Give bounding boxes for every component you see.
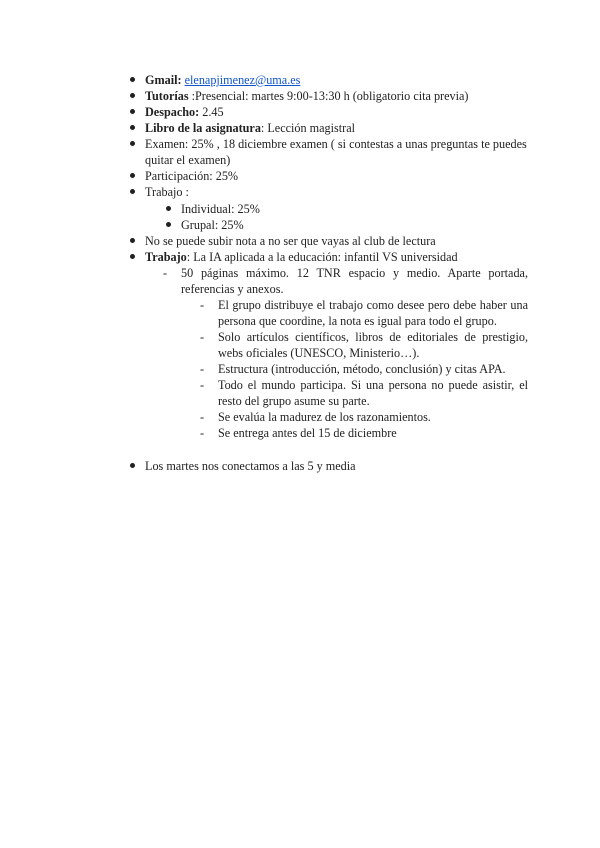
trabajo-ia-label: Trabajo	[145, 250, 187, 264]
regla-text: Se entrega antes del 15 de diciembre	[218, 426, 397, 440]
list-item-examen	[0, 136, 600, 168]
participacion-text: Participación: 25%	[145, 169, 239, 183]
libro-label: Libro de la asignatura	[145, 121, 261, 135]
bullet-icon	[127, 233, 137, 249]
dash-icon: -	[200, 330, 205, 344]
bullet-icon	[127, 184, 137, 200]
libro-value: : Lección magistral	[260, 121, 356, 135]
list-item-trabajo-ia	[0, 249, 600, 265]
despacho-value: 2.45	[199, 105, 224, 119]
dash-item-regla	[0, 425, 600, 441]
list-item-gmail	[0, 72, 600, 88]
trabajo-text: Trabajo :	[145, 185, 189, 199]
dash-icon: -	[200, 410, 205, 424]
bullet-icon	[163, 201, 173, 217]
regla-text: Se evalúa la madurez de los razonamientos.	[218, 410, 431, 424]
dash-icon: -	[200, 298, 205, 312]
bullet-icon	[127, 168, 137, 184]
list-item-trabajo	[0, 184, 600, 200]
dash-item-paginas	[0, 265, 600, 297]
bullet-icon	[127, 458, 137, 474]
list-item-participacion	[0, 168, 600, 184]
tutorias-label: Tutorías	[145, 89, 189, 103]
list-item-subir-nota	[0, 233, 600, 249]
despacho-label: Despacho:	[145, 105, 200, 119]
examen-text: Examen: 25% , 18 diciembre examen ( si contestas a unas preguntas te puedes quitar el examen)	[145, 137, 527, 168]
list-item-tutorias	[0, 88, 600, 104]
bullet-icon	[127, 120, 137, 136]
list-item-martes	[0, 458, 600, 474]
bullet-icon	[127, 72, 137, 88]
dash-icon: -	[200, 378, 205, 392]
tutorias-value: :Presencial: martes 9:00-13:30 h (obligatorio cita previa)	[188, 89, 469, 103]
bullet-icon	[127, 104, 137, 120]
trabajo-ia-value: : La IA aplicada a la educación: infantil VS universidad	[186, 250, 458, 264]
dash-icon: -	[163, 266, 168, 280]
bullet-icon	[163, 217, 173, 233]
dash-item-regla	[0, 297, 600, 329]
subir-nota-text: No se puede subir nota a no ser que vayas al club de lectura	[145, 234, 436, 248]
dash-item-regla	[0, 377, 600, 409]
dash-item-regla	[0, 329, 600, 361]
dash-icon: -	[200, 362, 205, 376]
dash-icon: -	[200, 426, 205, 440]
dash-item-regla	[0, 361, 600, 377]
bullet-icon	[127, 88, 137, 104]
regla-text: Solo artículos científicos, libros de editoriales de prestigio, webs oficiales (UNESCO, Ministerio…).	[218, 330, 528, 361]
sub-item-individual	[0, 201, 600, 217]
regla-text: Todo el mundo participa. Si una persona no puede asistir, el resto del grupo asume su parte.	[218, 378, 528, 409]
gmail-label: Gmail:	[145, 73, 182, 87]
email-link[interactable]: elenapjimenez@uma.es	[184, 73, 301, 87]
regla-text: Estructura (introducción, método, conclusión) y citas APA.	[218, 362, 506, 376]
dash-item-regla	[0, 409, 600, 425]
list-item-despacho	[0, 104, 600, 120]
paginas-text: 50 páginas máximo. 12 TNR espacio y medio. Aparte portada, referencias y anexos.	[181, 266, 528, 297]
regla-text: El grupo distribuye el trabajo como desee pero debe haber una persona que coordine, la nota es igual para todo el grupo.	[218, 298, 528, 329]
list-item-libro	[0, 120, 600, 136]
grupal-text: Grupal: 25%	[181, 218, 244, 232]
martes-text: Los martes nos conectamos a las 5 y media	[145, 459, 356, 473]
individual-text: Individual: 25%	[181, 202, 260, 216]
sub-item-grupal	[0, 217, 600, 233]
bullet-icon	[127, 136, 137, 152]
bullet-icon	[127, 249, 137, 265]
